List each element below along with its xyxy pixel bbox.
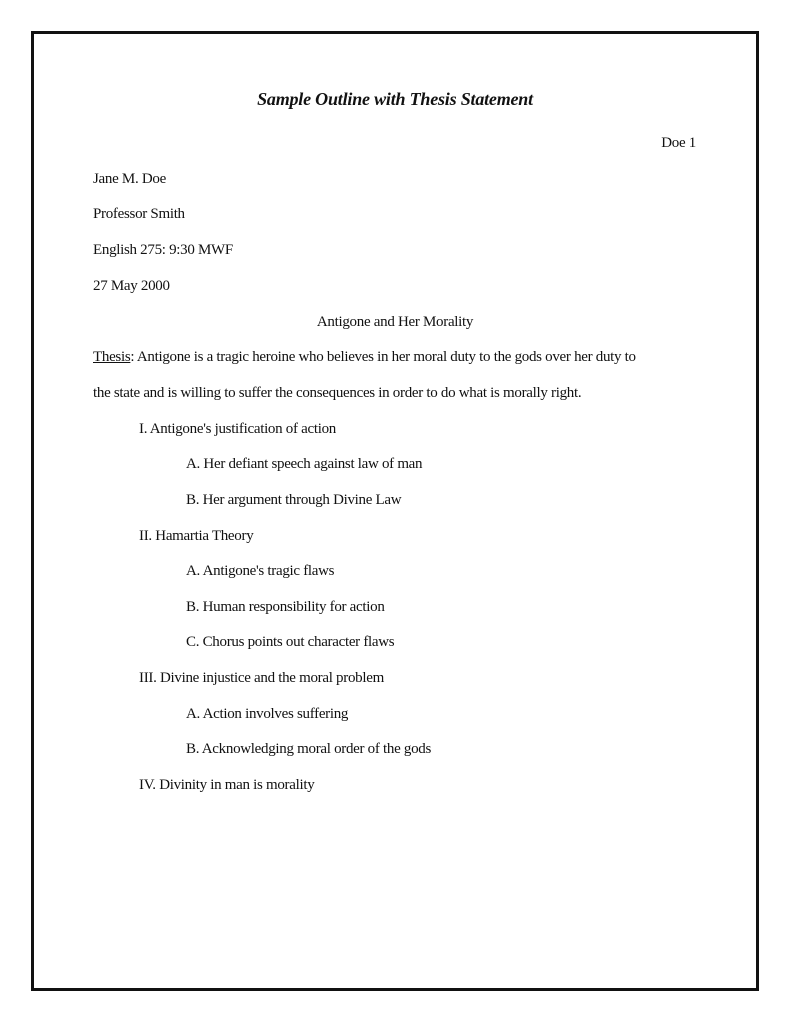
date: 27 May 2000 bbox=[93, 278, 170, 294]
outline-item-3: III. Divine injustice and the moral problem bbox=[139, 670, 384, 686]
outline-subitem-2a: A. Antigone's tragic flaws bbox=[186, 563, 335, 579]
document-title: Sample Outline with Thesis Statement bbox=[257, 89, 533, 109]
outline-item-2: II. Hamartia Theory bbox=[139, 528, 254, 544]
outline-subitem-3b: B. Acknowledging moral order of the gods bbox=[186, 741, 432, 757]
instructor-name: Professor Smith bbox=[93, 206, 185, 222]
outline-subitem-2c: C. Chorus points out character flaws bbox=[186, 634, 395, 650]
author-name: Jane M. Doe bbox=[93, 171, 166, 187]
thesis-line-1 bbox=[93, 348, 636, 366]
outline-subitem-3a: A. Action involves suffering bbox=[186, 706, 349, 722]
thesis-label: Thesis bbox=[93, 349, 131, 365]
outline-subitem-1b: B. Her argument through Divine Law bbox=[186, 492, 402, 508]
thesis-text-1: : Antigone is a tragic heroine who believes in her moral duty to the gods over her duty to bbox=[130, 349, 636, 365]
course-info: English 275: 9:30 MWF bbox=[93, 242, 233, 258]
outline-item-1: I. Antigone's justification of action bbox=[139, 421, 336, 437]
essay-title: Antigone and Her Morality bbox=[316, 314, 474, 330]
running-head: Doe 1 bbox=[661, 135, 696, 151]
outline-item-4: IV. Divinity in man is morality bbox=[139, 777, 315, 793]
outline-subitem-2b: B. Human responsibility for action bbox=[186, 599, 385, 615]
outline-subitem-1a: A. Her defiant speech against law of man bbox=[186, 456, 423, 472]
thesis-line-2: the state and is willing to suffer the consequences in order to do what is morally right. bbox=[93, 385, 582, 401]
